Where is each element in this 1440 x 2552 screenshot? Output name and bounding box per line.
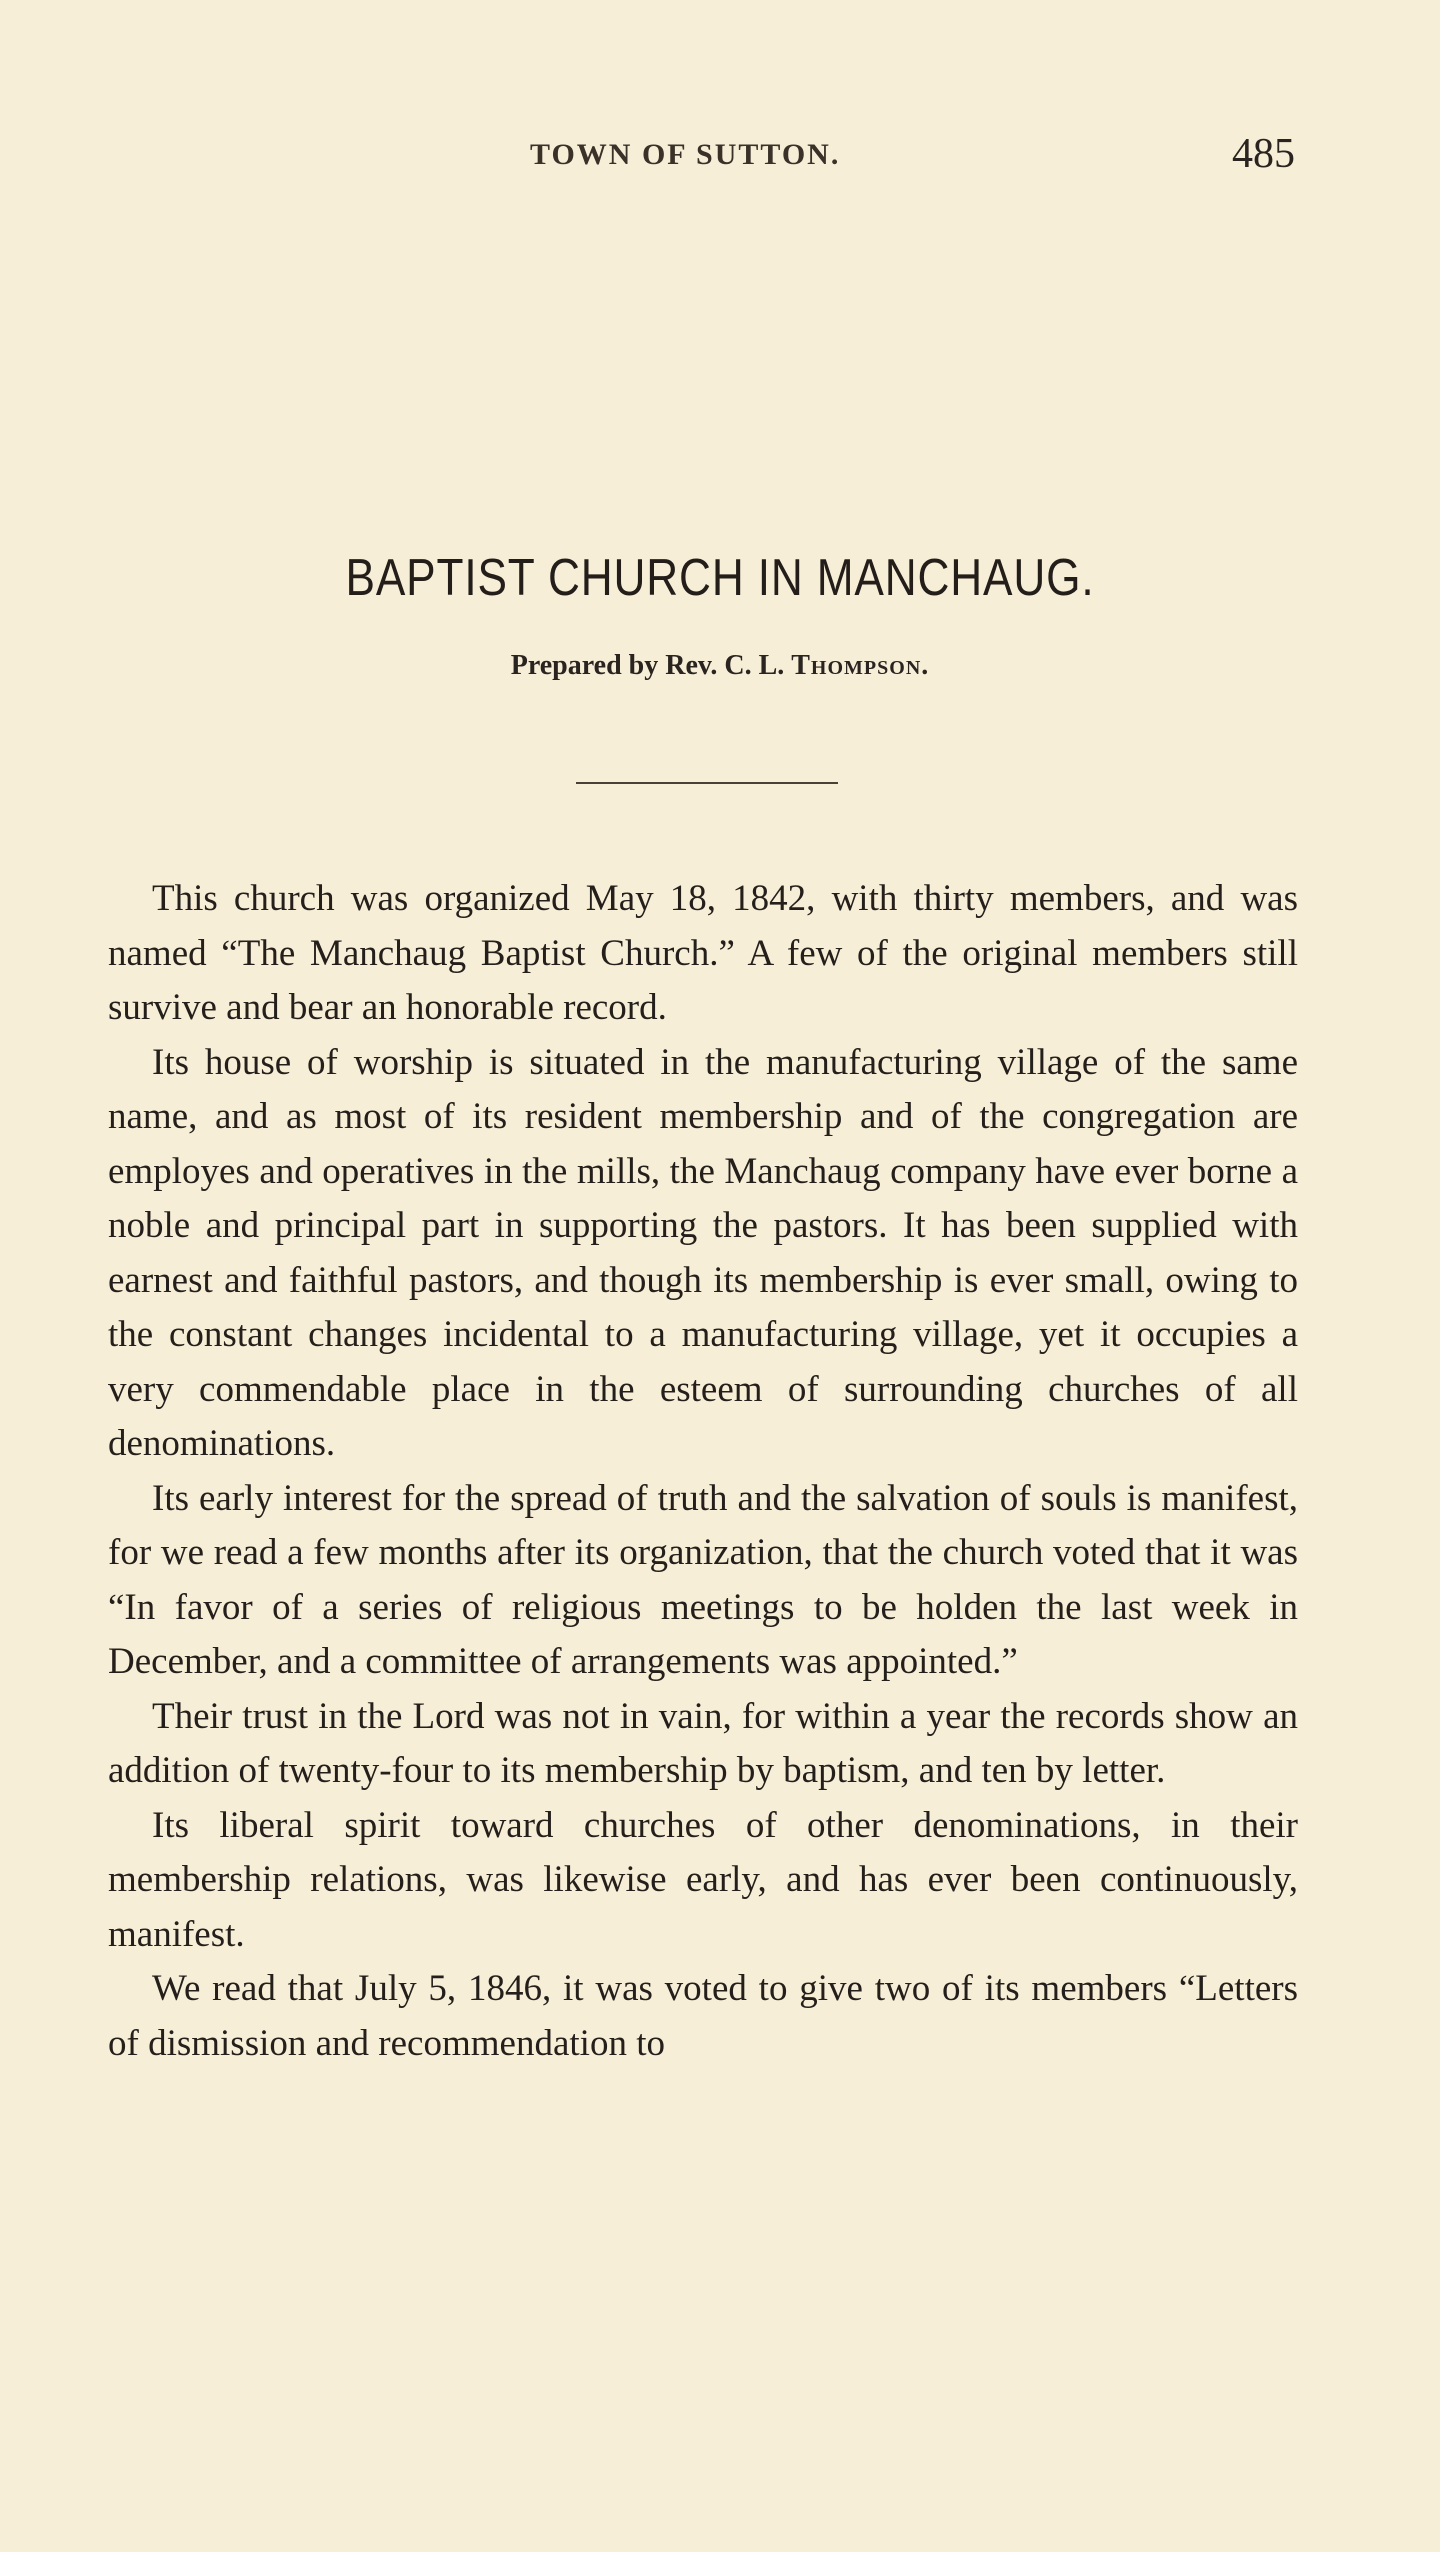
paragraph: Its house of worship is situated in the manufacturing village of the same name, and as most of its resident membership and of the congregation are employes and operatives in the mills, the Manchaug company have ever borne a noble and principal part in supporting the pastors. It has been supplied with earnest and faithful pastors, and though its membership is ever small, owing to the constant changes incidental to a manufacturing village, yet it occupies a very commendable place in the esteem of surrounding churches of all denominations. (108, 1041, 1298, 1464)
page-number: 485 (1232, 131, 1295, 177)
chapter-title: BAPTIST CHURCH IN MANCHAUG. (345, 549, 1095, 607)
byline (0, 650, 1440, 682)
paragraph: Its early interest for the spread of truth and the salvation of souls is manifest, for we read a few months after its organization, that the church voted that it was “In favor of a series of religious meetings to be holden the last week in December, and a committee of arrangements was appointed.” (108, 1477, 1298, 1682)
paragraph: We read that July 5, 1846, it was voted to give two of its members “Letters of dismission and recommendation to (108, 1968, 1298, 2064)
paragraph: This church was organized May 18, 1842, with thirty members, and was named “The Manchaug Baptist Church.” A few of the original members still survive and bear an honorable record. (108, 878, 1298, 1028)
running-head: TOWN OF SUTTON. (530, 138, 841, 171)
byline-author: Thompson. (791, 650, 930, 681)
paragraph: Its liberal spirit toward churches of other denominations, in their membership relations, was likewise early, and has ever been continuously, manifest. (108, 1804, 1298, 1955)
paragraph: Their trust in the Lord was not in vain, for within a year the records show an addition of twenty-four to its membership by baptism, and ten by letter. (108, 1695, 1298, 1791)
body-text (108, 872, 1298, 2071)
section-divider (576, 782, 838, 784)
byline-prefix: Prepared by Rev. C. L. (510, 650, 785, 681)
